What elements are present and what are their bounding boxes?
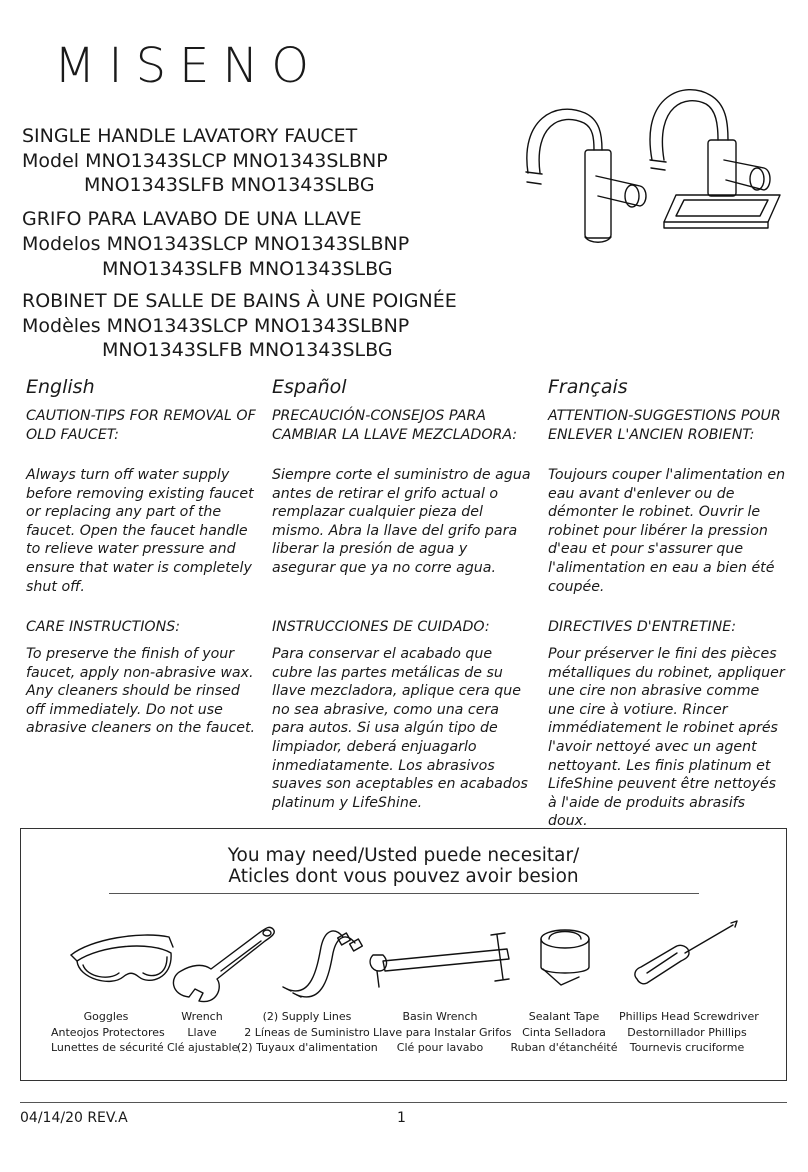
tool-basin-wrench-label: Basin Wrench Llave para Instalar Grifos Clé pour lavabo bbox=[373, 1010, 512, 1055]
column-heading-espanol: Español bbox=[272, 376, 347, 398]
care-heading-en: CARE INSTRUCTIONS: bbox=[26, 619, 180, 635]
tools-box bbox=[20, 828, 787, 1081]
title-es-heading: GRIFO PARA LAVABO DE UNA LLAVE bbox=[22, 208, 362, 230]
basin-wrench-icon bbox=[370, 933, 509, 987]
footer-divider bbox=[20, 1102, 787, 1103]
care-body-es: Para conservar el acabado que cubre las partes metálicas de su llave mezcladora, aplique cera que no sea abrasive, como una cera para autos. Si usa algún tipo de limpiador, deberá enjuagarlo inmediatamente. Los abrasivos suaves son aceptables en acabados platinum y LifeShine. bbox=[272, 646, 528, 811]
goggles-icon bbox=[71, 935, 173, 981]
brand-logo: MISENO bbox=[54, 38, 323, 94]
title-en-models: Model MNO1343SLCP MNO1343SLBNP bbox=[22, 150, 388, 172]
screwdriver-icon bbox=[635, 921, 737, 984]
tools-heading-line1: You may need/Usted puede necesitar/ bbox=[227, 845, 580, 866]
caution-body-es: Siempre corte el suministro de agua antes de retirar el grifo actual o remplazar cualquier pieza del mismo. Abra la llave del grifo para liberar la presión de agua y asegurar que ya no corre agua. bbox=[272, 467, 531, 576]
title-en-heading: SINGLE HANDLE LAVATORY FAUCET bbox=[22, 125, 358, 147]
tool-screwdriver-label: Phillips Head Screwdriver Destornillador Phillips Tournevis cruciforme bbox=[619, 1010, 759, 1055]
tool-goggles-label: Goggles Anteojos Protectores Lunettes de sécurité bbox=[51, 1010, 165, 1055]
care-body-en: To preserve the finish of your faucet, apply non-abrasive wax. Any cleaners should be rinsed off immediately. Do not use abrasive cleaners on the faucet. bbox=[26, 646, 256, 737]
wrench-icon bbox=[173, 927, 274, 1001]
page-number: 1 bbox=[397, 1110, 406, 1126]
title-fr-models: Modèles MNO1343SLCP MNO1343SLBNP bbox=[22, 315, 410, 337]
caution-heading-en: CAUTION-TIPS FOR REMOVAL OF OLD FAUCET: bbox=[26, 408, 256, 443]
tool-supply-lines-label: (2) Supply Lines 2 Líneas de Suministro (2) Tuyaux d'alimentation bbox=[237, 1010, 378, 1055]
caution-body-en: Always turn off water supply before removing existing faucet or replacing any part of the faucet. Open the faucet handle to relieve water pressure and ensure that water is completely shut off. bbox=[26, 467, 254, 595]
caution-heading-fr: ATTENTION-SUGGESTIONS POUR ENLEVER L'ANCIEN ROBIENT: bbox=[548, 408, 781, 443]
supply-lines-icon bbox=[283, 931, 362, 997]
title-es-models-2: MNO1343SLFB MNO1343SLBG bbox=[102, 258, 393, 280]
tool-wrench-label: Wrench Llave Clé ajustable bbox=[167, 1010, 239, 1055]
tools-heading-line2: Aticles dont vous pouvez avoir besion bbox=[228, 866, 579, 887]
column-heading-english: English bbox=[26, 376, 95, 398]
title-fr-heading: ROBINET DE SALLE DE BAINS À UNE POIGNÉE bbox=[22, 290, 457, 312]
title-en-models-2: MNO1343SLFB MNO1343SLBG bbox=[84, 174, 375, 196]
title-fr-models-2: MNO1343SLFB MNO1343SLBG bbox=[102, 339, 393, 361]
sealant-tape-icon bbox=[541, 930, 589, 985]
column-heading-francais: Français bbox=[548, 376, 628, 398]
care-body-fr: Pour préserver le fini des pièces métalliques du robinet, appliquer une cire non abrasive comme une cire à votiure. Rincer immédiatement le robinet aprés l'avoir nettoyé avec un agent nettoyant. Les finis platinum et LifeShine peuvent être nettoyés à l'aide de produits abrasifs doux. bbox=[548, 646, 785, 830]
care-heading-es: INSTRUCCIONES DE CUIDADO: bbox=[272, 619, 490, 635]
tool-sealant-tape-label: Sealant Tape Cinta Selladora Ruban d'étanchéité bbox=[510, 1010, 618, 1055]
caution-heading-es: PRECAUCIÓN-CONSEJOS PARA CAMBIAR LA LLAVE MEZCLADORA: bbox=[272, 408, 518, 443]
title-es-models: Modelos MNO1343SLCP MNO1343SLBNP bbox=[22, 233, 410, 255]
care-heading-fr: DIRECTIVES D'ENTRETINE: bbox=[548, 619, 736, 635]
caution-body-fr: Toujours couper l'alimentation en eau avant d'enlever ou de démonter le robinet. Ouvrir le robinet pour libérer la pression d'eau et pour s'assurer que l'alimentation en eau a bien été coupée. bbox=[548, 467, 786, 595]
revision-date: 04/14/20 REV.A bbox=[20, 1110, 128, 1126]
